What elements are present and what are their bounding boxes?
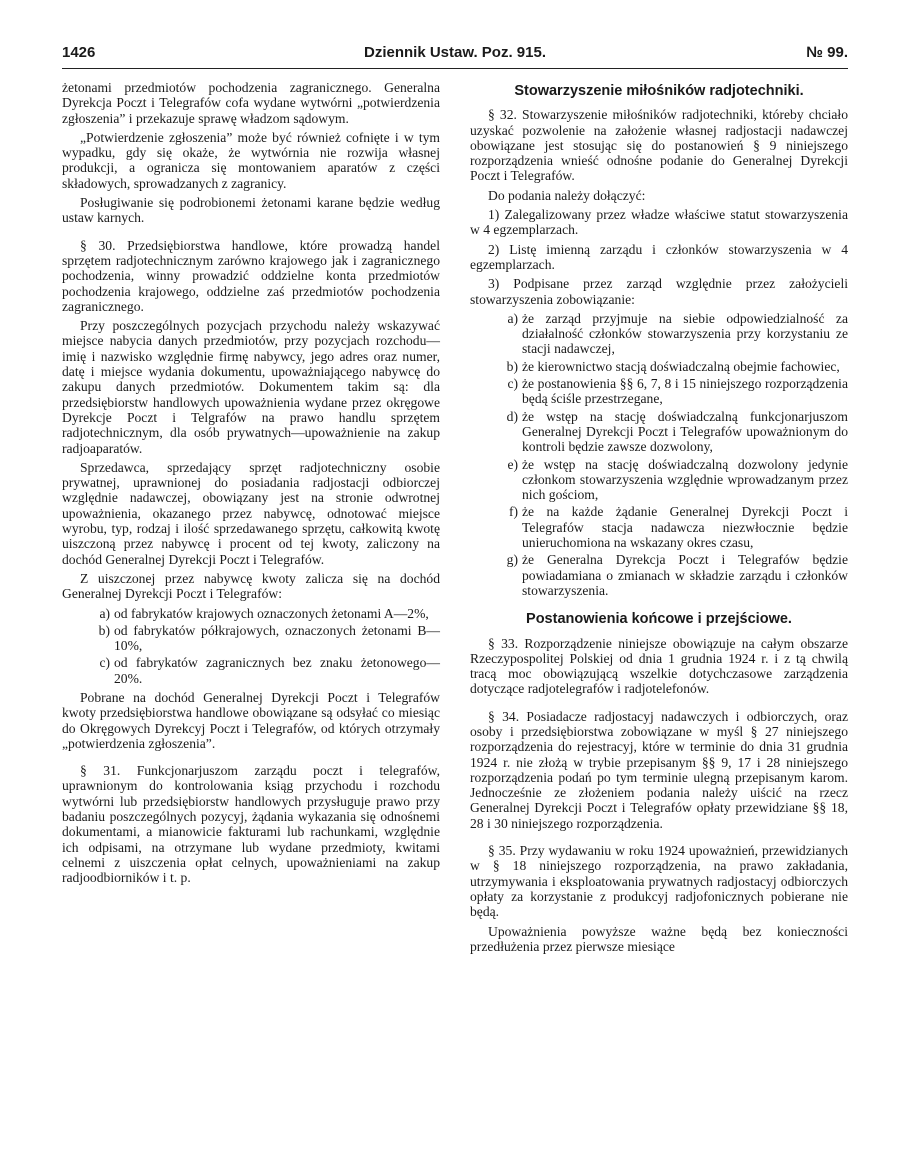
list-text: że kierownictwo stacją doświadczalną obejmie fachowiec,: [522, 358, 840, 374]
section-heading: Stowarzyszenie miłośników radjotechniki.: [514, 83, 804, 99]
list-text: że Generalna Dyrekcja Poczt i Telegrafów będzie powiadamiana o zmianach w składzie zarządu i członków stowarzyszenia.: [522, 552, 848, 598]
section-32: § 32. Stowarzyszenie miłośników radjotechniki, któreby chciało uzyskać pozwolenie na założenie własnej radjostacji nadawczej obowiązane jest stosując się do postanowień § 9 niniejszego rozporządzenia wnieść odnośne podanie do Generalnej Dyrekcji Poczt i Telegrafów.: [470, 107, 848, 184]
fee-list: [62, 606, 440, 686]
list-text: że zarząd przyjmuje na siebie odpowiedzialność za działalność członków stowarzyszenia przy korzystaniu ze stacji nadawczej,: [522, 310, 848, 357]
list-marker: g): [506, 552, 518, 568]
paragraph: Z uiszczonej przez nabywcę kwoty zalicza się na dochód Generalnej Dyrekcji Poczt i Telegrafów:: [62, 570, 440, 602]
list-item: [470, 311, 848, 357]
list-marker: d): [506, 408, 518, 424]
list-marker: f): [508, 504, 518, 520]
issue-number: № 99.: [806, 44, 848, 61]
section-33: § 33. Rozporządzenie niniejsze obowiązuje na całym obszarze Rzeczypospolitej Polskiej od dnia 1 grudnia 1924 r. i z tą chwilą tracą moc obowiązującą wszelkie dotychczasowe zarządzenia dotyczące radjotelegrafów i radjotelefonów.: [470, 635, 848, 697]
paragraph: Do podania należy dołączyć:: [488, 187, 646, 203]
list-marker: e): [507, 456, 518, 472]
list-item: [470, 504, 848, 550]
list-marker: c): [507, 376, 518, 392]
list-text: że na każde żądanie Generalnej Dyrekcji Poczt i Telegrafów stacja nadawcza niezwłocznie będzie unieruchomiona na wskazany okres czasu,: [522, 504, 848, 551]
paragraph: Przy poszczególnych pozycjach przychodu należy wskazywać miejsce nabycia danych przedmiotów, przy pozycjach rozchodu—imię i nazwisko względnie firmę nabywcy, jego adres oraz numer, datę i miejsce wydania dokumentu, upoważniającego nabywcę do zakupu danych przedmiotów. Dokumentem takim są: dla przedsiębiorstw handlowych upoważnienia wydane przez okręgowe Dyrekcje Poczt i Telgrafów na prawo handlu sprzętem radjotechnicznym, dla osób prywatnych—upoważnienie na zakup radjoaparatów.: [62, 318, 440, 456]
header-rule: [62, 68, 848, 69]
list-item: [470, 457, 848, 503]
paragraph: Posługiwanie się podrobionemi żetonami karane będzie według ustaw karnych.: [62, 195, 440, 226]
section-31: § 31. Funkcjonarjuszom zarządu poczt i telegrafów, uprawnionym do kontrolowania ksiąg przychodu i rozchodu wytwórni lub przedsiębiorstw handlowych przysługuje prawo przy badaniu poszczególnych pozycyj, żądania wykazania się odnośnemi dokumentami, a mianowicie fakturami lub rachunkami, względnie ich odpisami, na otrzymane lub wydane przedmioty, kwitami celnemi z uiszczenia opłat celnych, upoważnieniami na zakup radjoodbiorników i t. p.: [62, 763, 440, 886]
paragraph: 2) Listę imienną zarządu i członków stowarzyszenia w 4 egzemplarzach.: [470, 241, 848, 272]
paragraph: „Potwierdzenie zgłoszenia” może być również cofnięte i w tym wypadku, gdy się okaże, że wytwórnia nie rozwija własnej produkcji, a ogranicza się montowaniem aparatów z części składowych, sprowadzanych z zagranicy.: [62, 129, 440, 191]
paragraph: żetonami przedmiotów pochodzenia zagranicznego. Generalna Dyrekcja Poczt i Telegrafów cofa wydane wytwórni „potwierdzenia zgłoszenia” i przekazuje sprawę władzom sądowym.: [62, 80, 440, 126]
list-marker: a): [507, 310, 518, 326]
section-heading: Postanowienia końcowe i przejściowe.: [526, 611, 792, 628]
right-column: [470, 80, 848, 958]
paragraph: Pobrane na dochód Generalnej Dyrekcji Poczt i Telegrafów kwoty przedsiębiorstwa handlowe obowiązane są odsyłać co miesiąc do Okręgowych Dyrekcyj Poczt i Telegrafów, od których otrzymały „potwierdzenia zgłoszenia”.: [62, 689, 440, 751]
left-column: [62, 80, 440, 890]
page-header: [62, 44, 848, 68]
list-item: [470, 409, 848, 455]
list-text: od fabrykatów półkrajowych, oznaczonych żetonami B—10%,: [114, 622, 440, 654]
list-item: [470, 359, 848, 374]
list-item: [470, 376, 848, 407]
list-marker: b): [98, 622, 110, 638]
list-marker: a): [99, 605, 110, 621]
paragraph: Upoważnienia powyższe ważne będą bez konieczności przedłużenia przez pierwsze miesiące: [470, 923, 848, 954]
journal-title: Dziennik Ustaw. Poz. 915.: [364, 44, 546, 61]
section-34: § 34. Posiadacze radjostacyj nadawczych i odbiorczych, oraz osoby i przedsiębiorstwa zobowiązane w myśl § 27 niniejszego rozporządzenia do rejestracyj, które w terminie do dnia 31 grudnia 1924 r. nie złożą w trybie przepisanym §§ 9, 17 i 28 niniejszego rozporządzenia podań po tym terminie ulegną przepisanym karom. Jednocześnie ze złożeniem podania należy uiścić na rzecz Generalnej Dyrekcji Poczt i Telegrafów opłaty przewidziane §§ 18, 28 i 30 niniejszego rozporządzenia.: [470, 708, 848, 831]
list-text: że wstęp na stację doświadczalną dozwolony jedynie członkom stowarzyszenia względnie wprowadzanym przez nich gościom,: [522, 456, 848, 503]
obligation-list: [470, 311, 848, 598]
list-text: od fabrykatów zagranicznych bez znaku żetonowego—20%.: [114, 655, 440, 686]
list-text: od fabrykatów krajowych oznaczonych żetonami A—2%,: [114, 605, 429, 621]
paragraph: 3) Podpisane przez zarząd względnie przez założycieli stowarzyszenia zobowiązanie:: [470, 276, 848, 307]
page-number: 1426: [62, 44, 96, 61]
section-30: § 30. Przedsiębiorstwa handlowe, które prowadzą handel sprzętem radjotechnicznym zarówno krajowego jak i zagranicznego pochodzenia, winny prowadzić oddzielne konta przedmiotów pochodzenia krajowego, oddzielne zaś przedmiotów pochodzenia zagranicznego.: [62, 237, 440, 314]
list-text: że wstęp na stację doświadczalną funkcjonarjuszom Generalnej Dyrekcji Poczt i Telegrafów upoważnionym do kontroli będzie zawsze dozwolony,: [522, 408, 848, 455]
list-marker: c): [99, 655, 110, 671]
list-marker: b): [506, 358, 518, 374]
paragraph: 1) Zalegalizowany przez władze właściwe statut stowarzyszenia w 4 egzemplarzach.: [470, 207, 848, 238]
paragraph: Sprzedawca, sprzedający sprzęt radjotechniczny osobie prywatnej, uprawnionej do posiadania radjostacji odbiorczej względnie nadawczej, obowiązany jest na stronie odwrotnej upoważnienia, okazanego przez nabywcę, odnotować miejsce wyrobu, typ, rodzaj i ilość sprzedawanego sprzętu, całkowitą kwotę uiszczoną przez nabywcę i procent od tej kwoty, zaliczony na dochód Generalnej Dyrekcji Poczt i Telegrafów.: [62, 459, 440, 567]
list-text: że postanowienia §§ 6, 7, 8 i 15 niniejszego rozporządzenia będą ściśle przestrzegane,: [522, 376, 848, 407]
list-item: [62, 623, 440, 654]
list-item: [470, 552, 848, 598]
list-item: [62, 606, 440, 621]
section-35: § 35. Przy wydawaniu w roku 1924 upoważnień, przewidzianych w § 18 niniejszego rozporządzenia, na prawo zakładania, utrzymywania i eksploatowania prywatnych radjostacyj odbiorczych opłaty za korzystanie z produkcyj radjofonicznych pobierane nie będą.: [470, 843, 848, 920]
list-item: [62, 655, 440, 686]
